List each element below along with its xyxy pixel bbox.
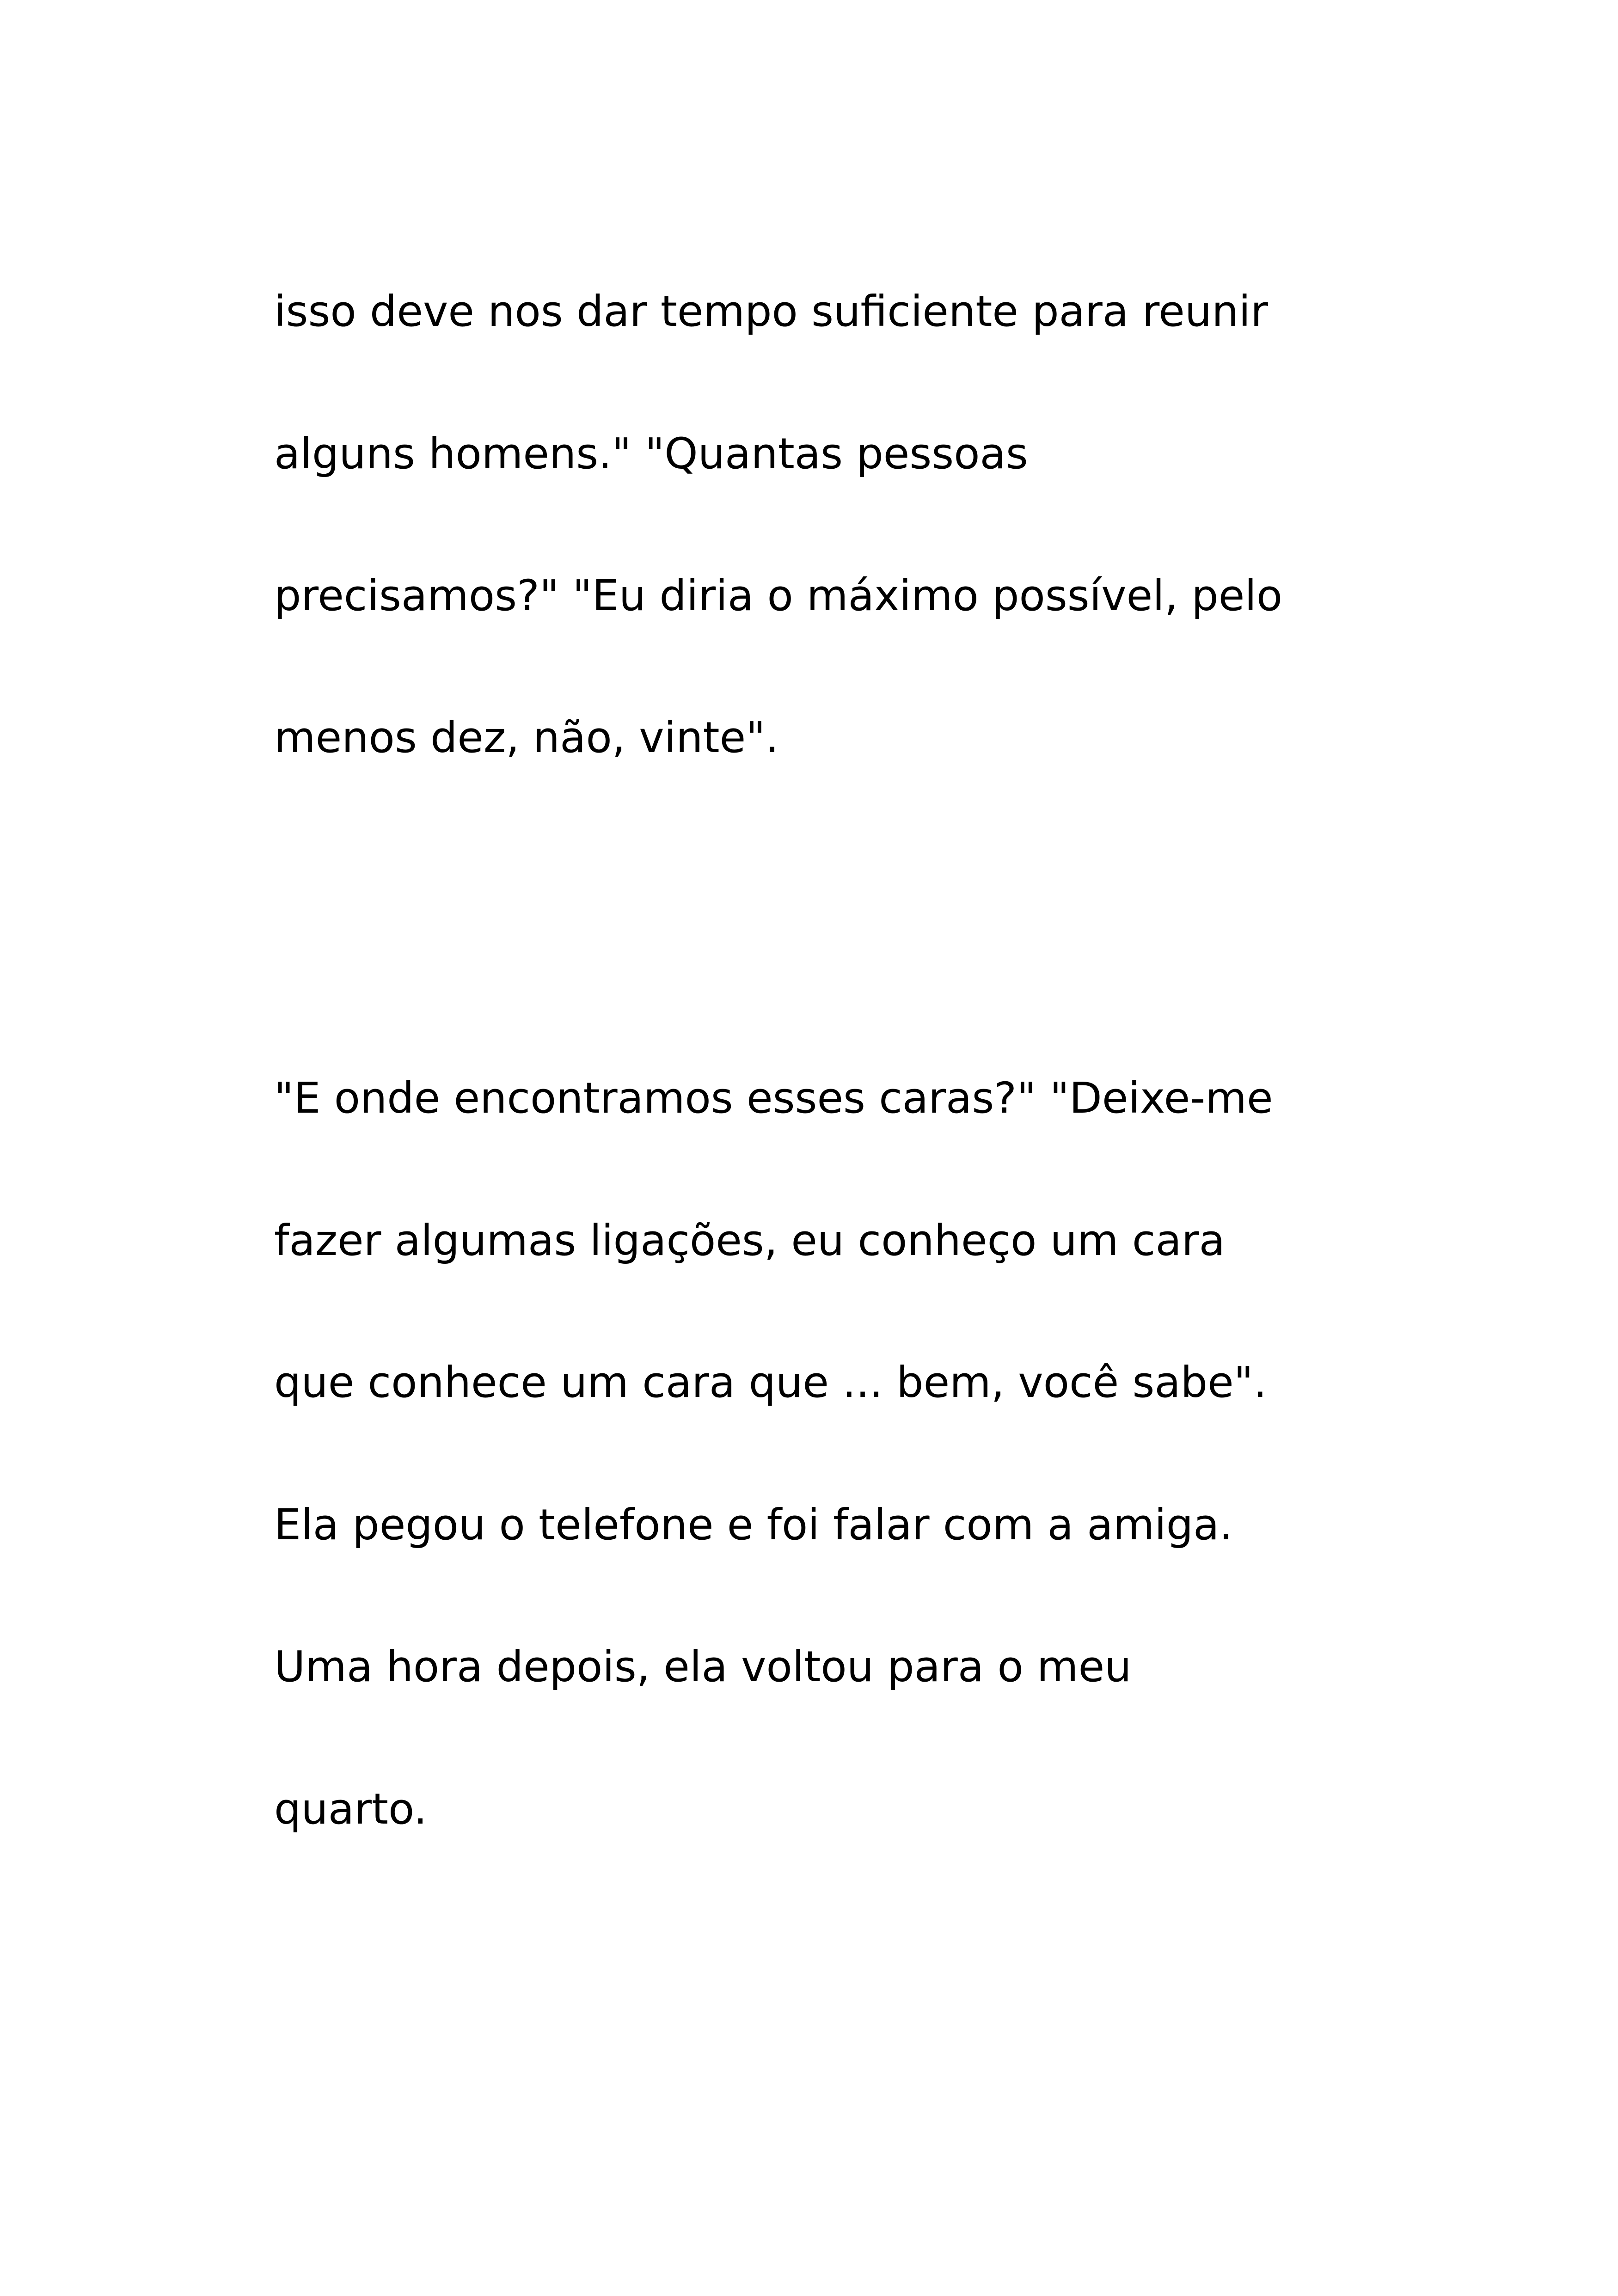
- text-line: Uma hora depois, ela voltou para o meu: [274, 1642, 1132, 1691]
- text-line: fazer algumas ligações, eu conheço um cara: [274, 1216, 1226, 1265]
- text-line: precisamos?" "Eu diria o máximo possível, pelo: [274, 571, 1283, 620]
- text-line: "E onde encontramos esses caras?" "Deixe-me: [274, 1073, 1273, 1123]
- text-line: quarto.: [274, 1784, 427, 1834]
- text-line: isso deve nos dar tempo suficiente para reunir: [274, 287, 1268, 336]
- text-line: alguns homens." "Quantas pessoas: [274, 429, 1028, 478]
- text-line: Ela pegou o telefone e foi falar com a amiga.: [274, 1500, 1233, 1549]
- text-line: que conhece um cara que ... bem, você sabe".: [274, 1358, 1267, 1407]
- text-line: menos dez, não, vinte".: [274, 713, 779, 762]
